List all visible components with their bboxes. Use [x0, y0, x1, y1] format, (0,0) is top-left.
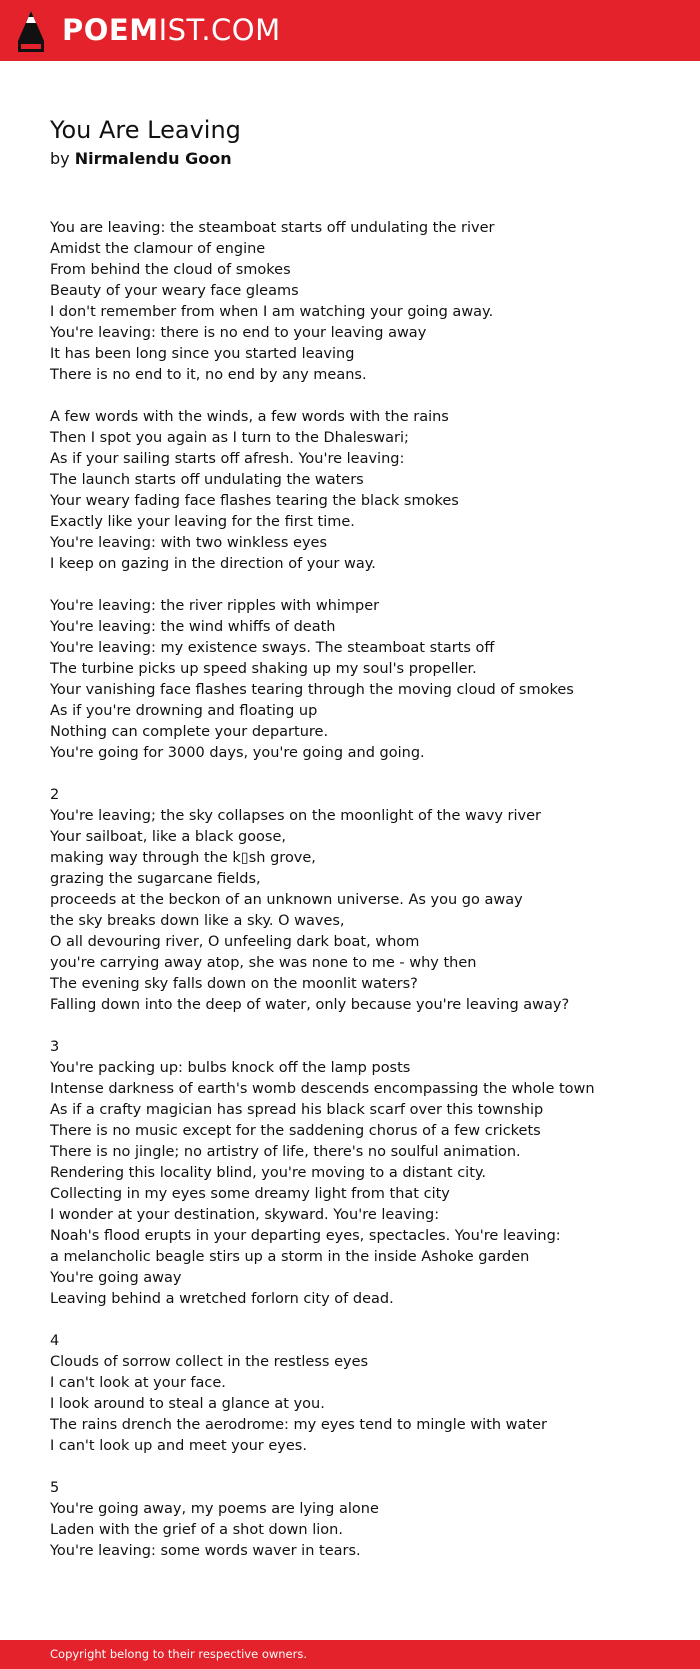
poem-line: I can't look at your face. — [50, 1375, 226, 1391]
poem-line: I can't look up and meet your eyes. — [50, 1438, 307, 1454]
poem-stanza — [50, 596, 670, 764]
poem-line: Then I spot you again as I turn to the Dhaleswari; — [50, 430, 409, 446]
poem-stanza — [50, 1037, 670, 1310]
by-label: by — [50, 149, 70, 168]
poem-line: There is no end to it, no end by any means. — [50, 367, 367, 383]
copyright-notice: Copyright belong to their respective owners. — [50, 1647, 308, 1661]
poem-title: You Are Leaving — [50, 116, 241, 144]
poem-stanza — [50, 218, 670, 386]
poem-line: Intense darkness of earth's womb descends encompassing the whole town — [50, 1081, 595, 1097]
poem-line: the sky breaks down like a sky. O waves, — [50, 913, 345, 929]
poem-line: Your sailboat, like a black goose, — [50, 829, 287, 845]
poem-line: Beauty of your weary face gleams — [50, 283, 299, 299]
poem-line: You're going away — [50, 1270, 182, 1286]
byline — [50, 148, 232, 170]
poem-line: There is no music except for the saddening chorus of a few crickets — [50, 1123, 541, 1139]
poem-line: You're leaving: my existence sways. The steamboat starts off — [50, 640, 495, 656]
poem-line: I don't remember from when I am watching your going away. — [50, 304, 494, 320]
poem-line: a melancholic beagle stirs up a storm in the inside Ashoke garden — [50, 1249, 530, 1265]
poem-line: There is no jingle; no artistry of life, there's no soulful animation. — [50, 1144, 521, 1160]
poem-line: You're going for 3000 days, you're going and going. — [50, 745, 425, 761]
poem-line: You're going away, my poems are lying alone — [50, 1501, 379, 1517]
poem-line: As if your sailing starts off afresh. You're leaving: — [50, 451, 405, 467]
poem-line: As if you're drowning and floating up — [50, 703, 318, 719]
poem-line: I look around to steal a glance at you. — [50, 1396, 325, 1412]
poem-line: You're leaving; the sky collapses on the moonlight of the wavy river — [50, 808, 541, 824]
poem-line: proceeds at the beckon of an unknown universe. As you go away — [50, 892, 523, 908]
poem-line: You're leaving: the wind whiffs of death — [50, 619, 336, 635]
poem-line: you're carrying away atop, she was none to me - why then — [50, 955, 477, 971]
poem-line: The turbine picks up speed shaking up my soul's propeller. — [50, 661, 477, 677]
poem-line: 3 — [50, 1039, 60, 1055]
author-name: Nirmalendu Goon — [74, 149, 232, 168]
poem-stanza — [50, 1331, 670, 1457]
poem-stanza — [50, 785, 670, 1016]
poem-line: making way through the k▯sh grove, — [50, 850, 316, 866]
poem-line: grazing the sugarcane fields, — [50, 871, 261, 887]
site-header — [0, 0, 700, 61]
poem-line: 4 — [50, 1333, 60, 1349]
site-logo[interactable] — [62, 11, 281, 49]
poem-line: 2 — [50, 787, 60, 803]
poem-line: Leaving behind a wretched forlorn city of dead. — [50, 1291, 394, 1307]
logo-bold-part: POEM — [62, 13, 159, 47]
poem-line: A few words with the winds, a few words with the rains — [50, 409, 449, 425]
logo-light-part: IST.COM — [158, 13, 281, 47]
poem-stanza — [50, 1478, 670, 1562]
poem-stanza — [50, 407, 670, 575]
poem-line: 5 — [50, 1480, 60, 1496]
poem-line: Exactly like your leaving for the first time. — [50, 514, 355, 530]
pencil-logo-icon[interactable] — [18, 11, 44, 52]
poem-line: Laden with the grief of a shot down lion. — [50, 1522, 343, 1538]
poem-line: From behind the cloud of smokes — [50, 262, 291, 278]
poem-line: You're leaving: there is no end to your leaving away — [50, 325, 427, 341]
poem-line: Rendering this locality blind, you're moving to a distant city. — [50, 1165, 487, 1181]
poem-line: O all devouring river, O unfeeling dark boat, whom — [50, 934, 420, 950]
poem-line: It has been long since you started leaving — [50, 346, 355, 362]
poem-line: Your vanishing face flashes tearing through the moving cloud of smokes — [50, 682, 574, 698]
poem-line: The rains drench the aerodrome: my eyes tend to mingle with water — [50, 1417, 547, 1433]
site-footer — [0, 1640, 700, 1669]
poem-line: You're leaving: with two winkless eyes — [50, 535, 328, 551]
poem-line: You're leaving: some words waver in tears. — [50, 1543, 361, 1559]
poem-line: Clouds of sorrow collect in the restless eyes — [50, 1354, 369, 1370]
poem-line: You're leaving: the river ripples with whimper — [50, 598, 380, 614]
poem-line: The launch starts off undulating the waters — [50, 472, 364, 488]
poem-line: Falling down into the deep of water, only because you're leaving away? — [50, 997, 570, 1013]
poem-line: I wonder at your destination, skyward. You're leaving: — [50, 1207, 440, 1223]
poem-line: Your weary fading face flashes tearing the black smokes — [50, 493, 459, 509]
poem-line: As if a crafty magician has spread his black scarf over this township — [50, 1102, 544, 1118]
poem-line: Noah's flood erupts in your departing eyes, spectacles. You're leaving: — [50, 1228, 561, 1244]
poem-line: You're packing up: bulbs knock off the lamp posts — [50, 1060, 411, 1076]
poem-line: The evening sky falls down on the moonlit waters? — [50, 976, 418, 992]
poem-line: Nothing can complete your departure. — [50, 724, 329, 740]
poem-line: You are leaving: the steamboat starts off undulating the river — [50, 220, 495, 236]
poem-line: Amidst the clamour of engine — [50, 241, 266, 257]
poem-body — [50, 218, 670, 1583]
poem-line: Collecting in my eyes some dreamy light from that city — [50, 1186, 450, 1202]
poem-line: I keep on gazing in the direction of your way. — [50, 556, 376, 572]
